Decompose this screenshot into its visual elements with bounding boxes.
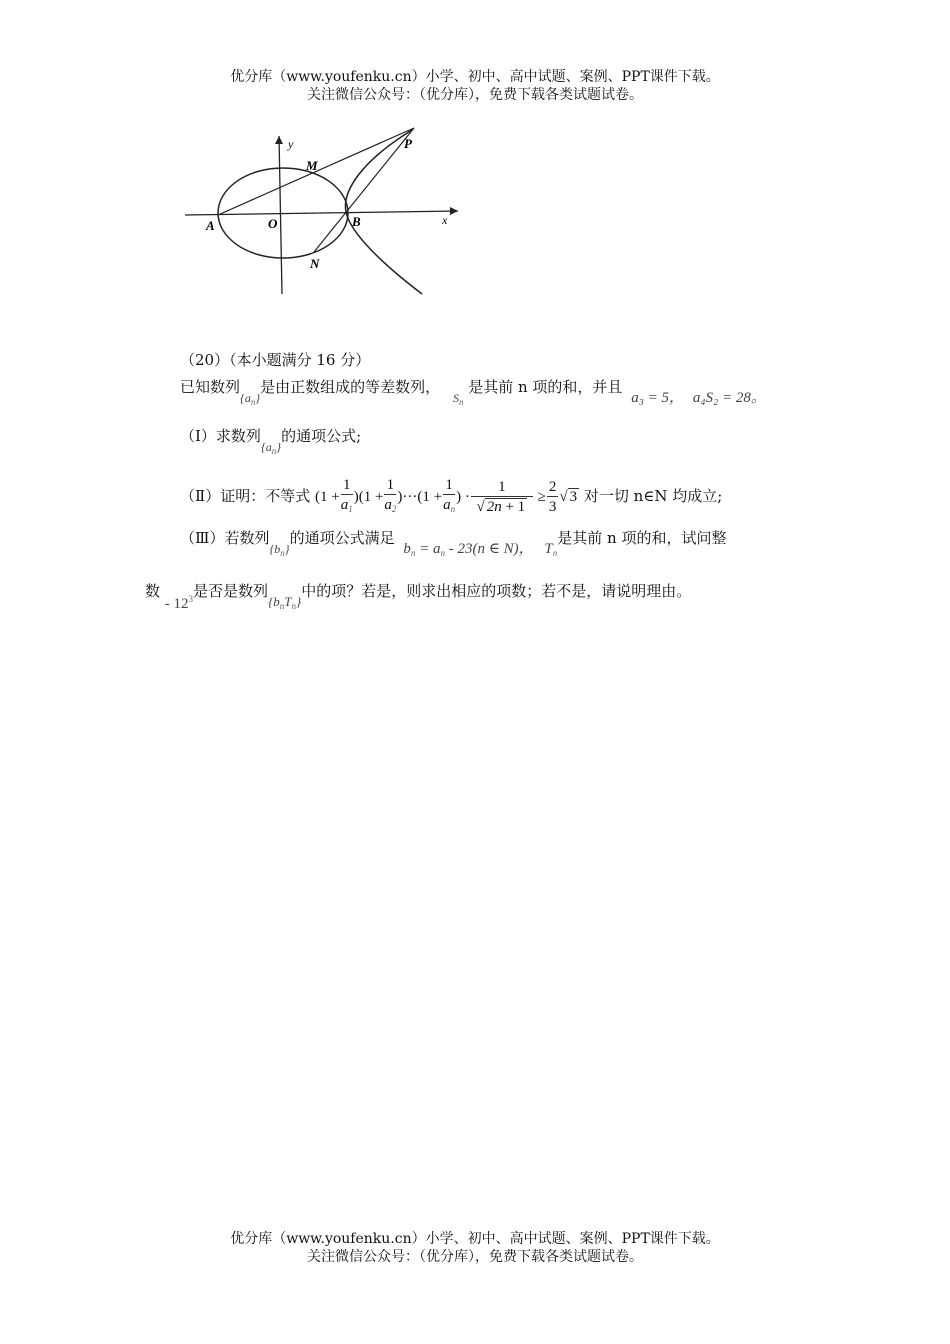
line-NP <box>314 128 414 252</box>
bntn-seq-symbol: $\{b_nT_n\}$ <box>268 594 302 611</box>
part3-text-c: 是其前 n 项的和，试问整 <box>557 529 727 547</box>
bn-formula: $b_n = a_n - 23(n$ ∈ N)， <box>403 541 534 558</box>
page-header <box>0 68 950 104</box>
label-y: y <box>288 137 294 151</box>
part3-bn-symbol: {bn} <box>269 542 290 558</box>
part2-text-b: 对一切 n∈N 均成立; <box>583 487 723 505</box>
header-line-1: 优分库（www.youfenku.cn）小学、初中、高中试题、案例、PPT课件下载。 <box>230 69 720 85</box>
y-axis-arrow <box>275 136 283 144</box>
inequality-formula: (1 + $\frac{1}{a_1}$ )(1 + $\frac{1}{a_2}$ )···(1 + $\frac{1}{a_n}$ ) · $\frac{1}{√ 2n + 1}$ ≥ $\frac{2}{3}$ √ 3 <box>314 476 578 515</box>
label-N: N <box>310 256 320 271</box>
part3-text-d: 数 <box>145 582 161 600</box>
header-line-2: 关注微信公众号：（优分库），免费下载各类试题试卷。 <box>307 87 643 103</box>
part-3 <box>180 528 727 558</box>
part1-text-b: 的通项公式; <box>281 427 362 445</box>
label-A: A <box>206 218 215 233</box>
condition-a4s2: a₄S₂ = 28。 <box>692 390 766 406</box>
x-axis-arrow <box>450 207 458 215</box>
sn-symbol: Sn <box>452 391 464 407</box>
part3-text-f: 中的项？若是，则求出相应的项数；若不是，请说明理由。 <box>301 582 692 600</box>
part3-text-a: （Ⅲ）若数列 <box>180 529 270 547</box>
seq-an-symbol: {an} <box>240 391 261 407</box>
part-3-continued <box>145 577 692 612</box>
part-2 <box>180 476 722 519</box>
part1-text-a: （I）求数列 <box>180 427 261 445</box>
intro-text-a: 已知数列 <box>180 378 241 396</box>
integer-neg-12-cubed: - $12^3$ <box>164 594 194 612</box>
tn-symbol: $T_n$ <box>544 541 558 558</box>
problem-heading: （20）（本小题满分 16 分） <box>180 351 371 369</box>
part-1 <box>180 426 362 456</box>
figure-svg <box>180 122 470 302</box>
part3-text-e: 是否是数列 <box>193 582 269 600</box>
part2-text-a: （Ⅱ）证明：不等式 <box>180 487 311 505</box>
label-M: M <box>306 158 318 173</box>
label-P: P <box>404 136 412 151</box>
label-B: B <box>352 214 361 229</box>
ellipse-hyperbola-figure <box>180 122 470 302</box>
part1-seq-symbol: {an} <box>260 440 282 456</box>
y-axis <box>279 136 282 294</box>
part3-text-b: 的通项公式满足 <box>289 529 395 547</box>
page-footer <box>0 1230 950 1266</box>
intro-text-c: 是其前 n 项的和，并且 <box>468 378 623 396</box>
problem-intro <box>180 377 766 407</box>
footer-line-1: 优分库（www.youfenku.cn）小学、初中、高中试题、案例、PPT课件下载。 <box>230 1231 720 1247</box>
label-O: O <box>268 216 278 231</box>
label-x: x <box>442 213 448 227</box>
footer-line-2: 关注微信公众号：（优分库），免费下载各类试题试卷。 <box>307 1249 643 1265</box>
intro-text-b: 是由正数组成的等差数列， <box>260 378 441 396</box>
condition-a3: a₃ = 5， <box>631 390 685 406</box>
